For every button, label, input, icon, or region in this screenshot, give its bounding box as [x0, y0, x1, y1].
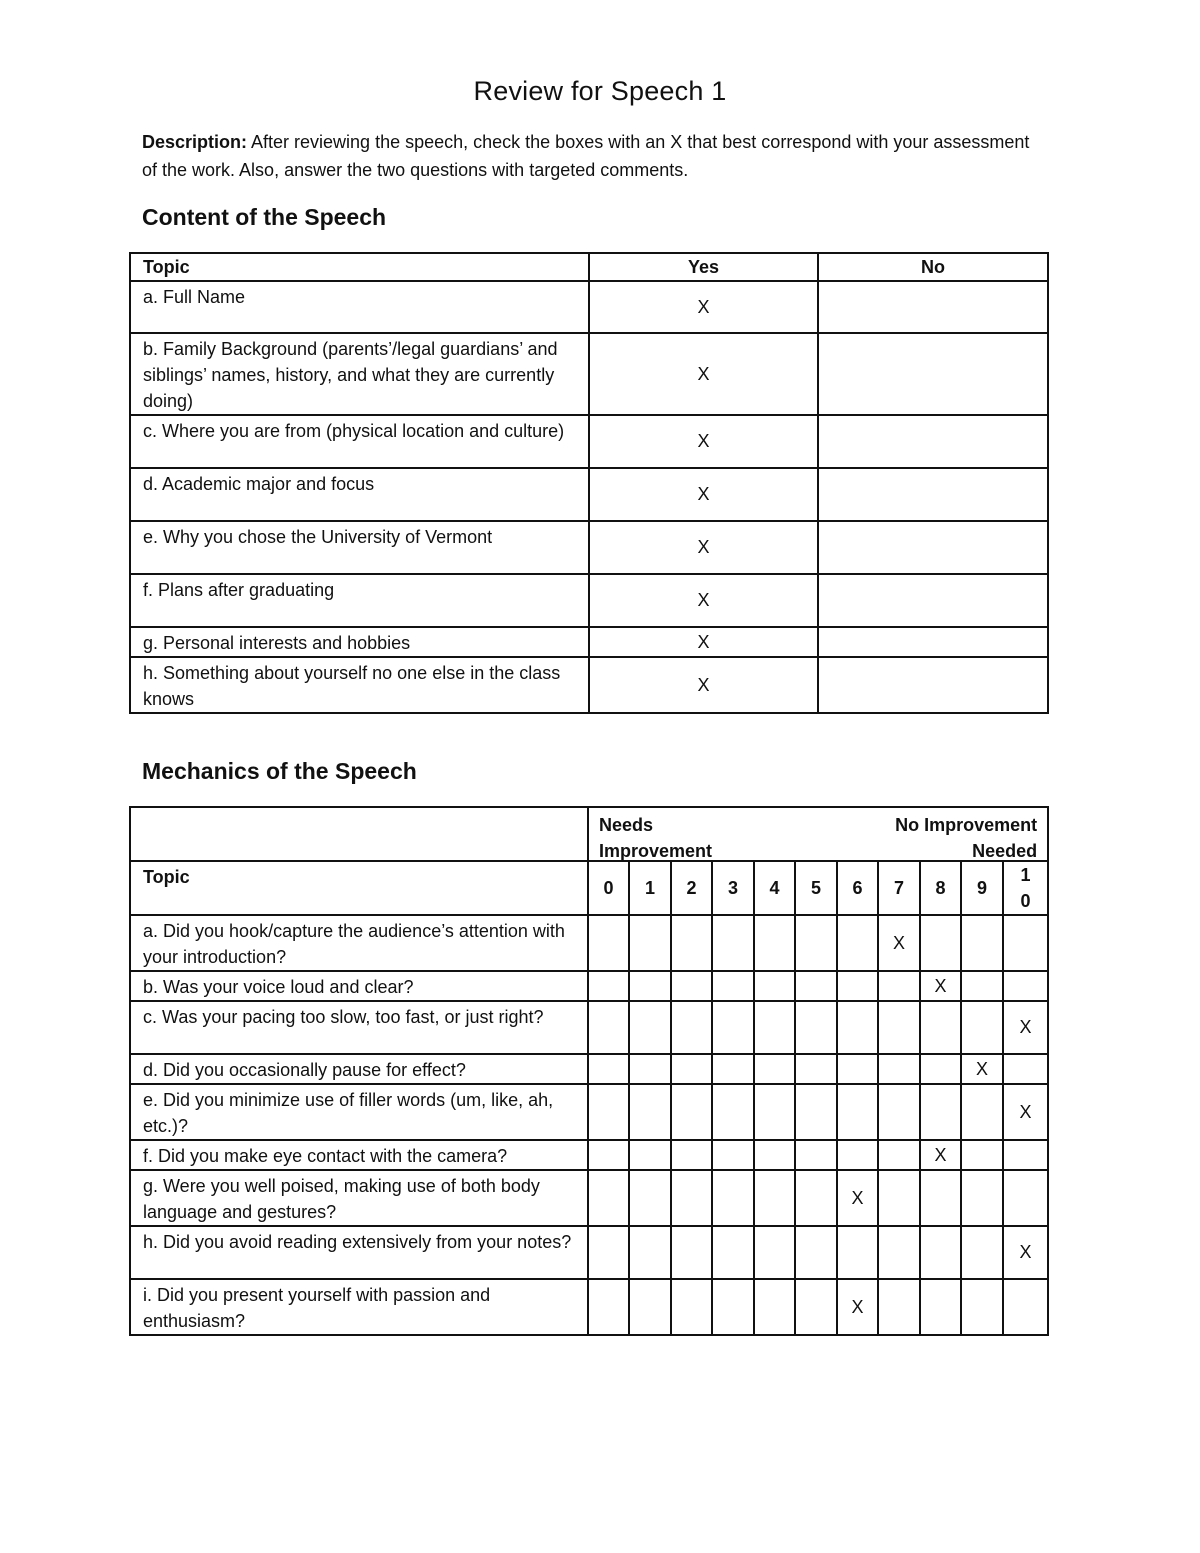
score-cell-5[interactable] — [795, 1279, 837, 1335]
score-cell-6[interactable] — [837, 1001, 878, 1054]
score-cell-4[interactable] — [754, 1140, 795, 1170]
mechanics-topic: e. Did you minimize use of filler words (um, like, ah, etc.)? — [130, 1084, 588, 1140]
content-topic: h. Something about yourself no one else in the class knows — [130, 657, 589, 713]
range-high-line-1: No Improvement — [895, 815, 1038, 835]
score-cell-10[interactable] — [1003, 1170, 1048, 1226]
content-col-no: No — [818, 253, 1048, 281]
content-no-cell[interactable] — [818, 657, 1048, 713]
score-cell-4[interactable] — [754, 971, 795, 1001]
score-cell-4[interactable] — [754, 915, 795, 971]
scale-header-4: 4 — [754, 861, 795, 915]
score-cell-3[interactable] — [712, 1170, 754, 1226]
score-cell-7[interactable] — [878, 1226, 920, 1279]
mechanics-topic: h. Did you avoid reading extensively from your notes? — [130, 1226, 588, 1279]
content-row — [130, 521, 1048, 574]
content-no-cell[interactable] — [818, 281, 1048, 333]
score-cell-0[interactable] — [588, 1054, 629, 1084]
mechanics-row — [130, 1054, 1048, 1084]
mechanics-section-heading: Mechanics of the Speech — [142, 758, 417, 784]
score-cell-1[interactable] — [629, 1170, 671, 1226]
score-cell-3[interactable] — [712, 1001, 754, 1054]
content-topic: g. Personal interests and hobbies — [130, 627, 589, 657]
range-high-line-2: Needed — [972, 841, 1038, 861]
score-cell-0[interactable] — [588, 1140, 629, 1170]
content-topic: c. Where you are from (physical location and culture) — [130, 415, 589, 468]
score-cell-4[interactable] — [754, 1226, 795, 1279]
score-cell-1[interactable] — [629, 1054, 671, 1084]
score-cell-9[interactable] — [961, 1084, 1003, 1140]
scale-header-5: 5 — [795, 861, 837, 915]
score-cell-5[interactable] — [795, 1084, 837, 1140]
score-cell-9[interactable] — [961, 1001, 1003, 1054]
score-mark[interactable]: X — [920, 971, 961, 1001]
score-cell-7[interactable] — [878, 1279, 920, 1335]
mechanics-range-cell — [588, 807, 1048, 861]
document-title: Review for Speech 1 — [473, 76, 727, 106]
scale-header-7: 7 — [878, 861, 920, 915]
content-row — [130, 333, 1048, 415]
score-cell-7[interactable] — [878, 1001, 920, 1054]
content-yes-cell[interactable]: X — [589, 415, 818, 468]
score-cell-5[interactable] — [795, 915, 837, 971]
score-cell-3[interactable] — [712, 1140, 754, 1170]
score-cell-8[interactable] — [920, 1054, 961, 1084]
score-cell-10[interactable] — [1003, 915, 1048, 971]
score-mark[interactable]: X — [1003, 1226, 1048, 1279]
mechanics-row — [130, 1226, 1048, 1279]
mechanics-topic: g. Were you well poised, making use of both body language and gestures? — [130, 1170, 588, 1226]
score-cell-7[interactable] — [878, 1140, 920, 1170]
content-yes-cell[interactable]: X — [589, 333, 818, 415]
mechanics-topic: d. Did you occasionally pause for effect? — [130, 1054, 588, 1084]
mechanics-topic: f. Did you make eye contact with the camera? — [130, 1140, 588, 1170]
scale-header-1: 1 — [629, 861, 671, 915]
content-section-heading: Content of the Speech — [142, 204, 387, 230]
mechanics-row — [130, 1001, 1048, 1054]
score-cell-9[interactable] — [961, 971, 1003, 1001]
scale-header-9: 9 — [961, 861, 1003, 915]
range-high-label — [895, 812, 1037, 864]
score-mark[interactable]: X — [837, 1279, 878, 1335]
content-col-topic: Topic — [130, 253, 589, 281]
scale-header-10: 1 0 — [1003, 861, 1048, 915]
score-mark[interactable]: X — [1003, 1084, 1048, 1140]
content-yes-cell[interactable]: X — [589, 468, 818, 521]
score-cell-3[interactable] — [712, 1226, 754, 1279]
score-cell-6[interactable] — [837, 1054, 878, 1084]
range-low-line-2: Improvement — [599, 841, 713, 861]
description-label: Description: — [142, 132, 248, 152]
score-cell-3[interactable] — [712, 1279, 754, 1335]
score-cell-9[interactable] — [961, 1140, 1003, 1170]
score-cell-8[interactable] — [920, 1084, 961, 1140]
content-table-header — [130, 253, 1048, 281]
content-col-yes: Yes — [589, 253, 818, 281]
score-cell-6[interactable] — [837, 1140, 878, 1170]
mechanics-row — [130, 971, 1048, 1001]
content-table — [129, 252, 1049, 714]
score-cell-4[interactable] — [754, 1170, 795, 1226]
mechanics-range-blank — [130, 807, 588, 861]
content-topic: f. Plans after graduating — [130, 574, 589, 627]
score-cell-5[interactable] — [795, 1170, 837, 1226]
score-cell-5[interactable] — [795, 1140, 837, 1170]
score-cell-2[interactable] — [671, 1084, 712, 1140]
score-mark[interactable]: X — [920, 1140, 961, 1170]
scale-header-3: 3 — [712, 861, 754, 915]
score-cell-4[interactable] — [754, 1001, 795, 1054]
scale-header-2: 2 — [671, 861, 712, 915]
score-cell-0[interactable] — [588, 1170, 629, 1226]
score-cell-7[interactable] — [878, 1084, 920, 1140]
content-row — [130, 468, 1048, 521]
score-cell-2[interactable] — [671, 1279, 712, 1335]
score-cell-3[interactable] — [712, 1084, 754, 1140]
mechanics-row — [130, 1140, 1048, 1170]
score-cell-0[interactable] — [588, 1226, 629, 1279]
score-cell-3[interactable] — [712, 971, 754, 1001]
score-cell-0[interactable] — [588, 915, 629, 971]
score-cell-6[interactable] — [837, 1226, 878, 1279]
scale-header-8: 8 — [920, 861, 961, 915]
score-cell-9[interactable] — [961, 1279, 1003, 1335]
mechanics-topic: i. Did you present yourself with passion and enthusiasm? — [130, 1279, 588, 1335]
score-cell-2[interactable] — [671, 1054, 712, 1084]
content-row — [130, 281, 1048, 333]
content-row — [130, 657, 1048, 713]
score-cell-2[interactable] — [671, 1170, 712, 1226]
score-cell-9[interactable] — [961, 1226, 1003, 1279]
mechanics-scale-header — [130, 861, 1048, 915]
mechanics-row — [130, 1084, 1048, 1140]
score-cell-6[interactable] — [837, 971, 878, 1001]
score-cell-0[interactable] — [588, 1001, 629, 1054]
scale-header-6: 6 — [837, 861, 878, 915]
score-cell-1[interactable] — [629, 915, 671, 971]
range-low-line-1: Needs — [599, 815, 654, 835]
score-cell-8[interactable] — [920, 1001, 961, 1054]
score-cell-8[interactable] — [920, 1226, 961, 1279]
score-cell-4[interactable] — [754, 1084, 795, 1140]
content-yes-cell[interactable]: X — [589, 574, 818, 627]
score-cell-0[interactable] — [588, 971, 629, 1001]
mechanics-row — [130, 915, 1048, 971]
mechanics-table — [129, 806, 1049, 1336]
score-cell-10[interactable] — [1003, 1279, 1048, 1335]
score-cell-8[interactable] — [920, 1170, 961, 1226]
score-cell-1[interactable] — [629, 1084, 671, 1140]
score-cell-2[interactable] — [671, 1226, 712, 1279]
content-yes-cell[interactable]: X — [589, 627, 818, 657]
score-cell-0[interactable] — [588, 1279, 629, 1335]
score-cell-7[interactable] — [878, 971, 920, 1001]
mechanics-topic: c. Was your pacing too slow, too fast, or just right? — [130, 1001, 588, 1054]
score-cell-5[interactable] — [795, 971, 837, 1001]
mechanics-row — [130, 1279, 1048, 1335]
mechanics-range-header — [130, 807, 1048, 861]
score-mark[interactable]: X — [1003, 1001, 1048, 1054]
score-cell-8[interactable] — [920, 915, 961, 971]
score-cell-1[interactable] — [629, 1140, 671, 1170]
scale-header-0: 0 — [588, 861, 629, 915]
score-cell-1[interactable] — [629, 971, 671, 1001]
content-topic: b. Family Background (parents’/legal guardians’ and siblings’ names, history, and what they are currently doing) — [130, 333, 589, 415]
score-cell-10[interactable] — [1003, 1140, 1048, 1170]
mechanics-col-topic: Topic — [130, 861, 588, 915]
score-mark[interactable]: X — [961, 1054, 1003, 1084]
score-cell-9[interactable] — [961, 1170, 1003, 1226]
score-cell-5[interactable] — [795, 1054, 837, 1084]
score-cell-4[interactable] — [754, 1054, 795, 1084]
score-mark[interactable]: X — [837, 1170, 878, 1226]
score-cell-10[interactable] — [1003, 1054, 1048, 1084]
content-row — [130, 627, 1048, 657]
range-low-label — [599, 812, 712, 864]
score-cell-3[interactable] — [712, 915, 754, 971]
content-yes-cell[interactable]: X — [589, 521, 818, 574]
content-no-cell[interactable] — [818, 415, 1048, 468]
mechanics-topic: b. Was your voice loud and clear? — [130, 971, 588, 1001]
score-cell-4[interactable] — [754, 1279, 795, 1335]
content-no-cell[interactable] — [818, 333, 1048, 415]
mechanics-topic: a. Did you hook/capture the audience’s attention with your introduction? — [130, 915, 588, 971]
score-cell-9[interactable] — [961, 915, 1003, 971]
content-no-cell[interactable] — [818, 627, 1048, 657]
content-no-cell[interactable] — [818, 468, 1048, 521]
description-paragraph — [142, 128, 1042, 184]
content-topic: e. Why you chose the University of Vermont — [130, 521, 589, 574]
score-cell-2[interactable] — [671, 1140, 712, 1170]
score-cell-8[interactable] — [920, 1279, 961, 1335]
score-cell-1[interactable] — [629, 1279, 671, 1335]
score-cell-5[interactable] — [795, 1226, 837, 1279]
content-row — [130, 415, 1048, 468]
score-cell-2[interactable] — [671, 971, 712, 1001]
mechanics-row — [130, 1170, 1048, 1226]
score-cell-7[interactable] — [878, 1054, 920, 1084]
description-text: After reviewing the speech, check the boxes with an X that best correspond with your assessment of the work. Also, answer the two questions with targeted comments. — [142, 132, 1030, 180]
score-cell-1[interactable] — [629, 1001, 671, 1054]
score-cell-6[interactable] — [837, 915, 878, 971]
score-cell-0[interactable] — [588, 1084, 629, 1140]
content-yes-cell[interactable]: X — [589, 657, 818, 713]
score-cell-2[interactable] — [671, 915, 712, 971]
score-cell-2[interactable] — [671, 1001, 712, 1054]
score-cell-5[interactable] — [795, 1001, 837, 1054]
score-cell-3[interactable] — [712, 1054, 754, 1084]
content-no-cell[interactable] — [818, 521, 1048, 574]
score-mark[interactable]: X — [878, 915, 920, 971]
content-yes-cell[interactable]: X — [589, 281, 818, 333]
content-topic: a. Full Name — [130, 281, 589, 333]
score-cell-7[interactable] — [878, 1170, 920, 1226]
score-cell-10[interactable] — [1003, 971, 1048, 1001]
content-topic: d. Academic major and focus — [130, 468, 589, 521]
score-cell-1[interactable] — [629, 1226, 671, 1279]
content-no-cell[interactable] — [818, 574, 1048, 627]
score-cell-6[interactable] — [837, 1084, 878, 1140]
content-row — [130, 574, 1048, 627]
